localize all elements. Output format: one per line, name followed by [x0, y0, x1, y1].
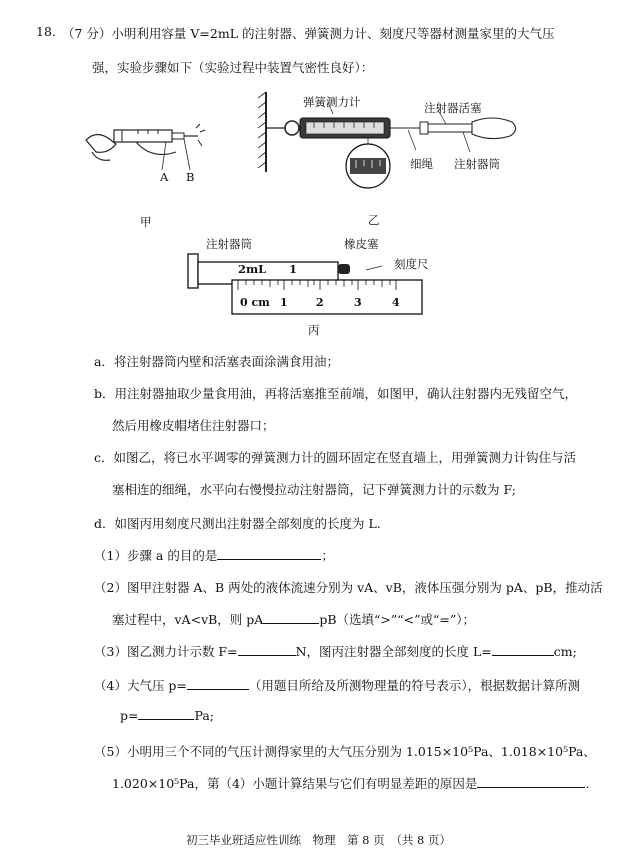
- q1: [94, 546, 334, 564]
- ruler-tick-1: 1: [280, 296, 288, 309]
- q4-line1: [94, 676, 580, 694]
- figure-bing-label-2ml: 2mL: [238, 262, 267, 276]
- q2-line2: [112, 610, 475, 628]
- q3-length-blank[interactable]: [492, 644, 554, 656]
- ruler-tick-3: 3: [354, 296, 362, 309]
- figure-bing: [186, 250, 426, 322]
- q3-text-c: cm;: [553, 644, 577, 659]
- page-footer: 初三毕业班适应性训练 物理 第 8 页 （共 8 页）: [185, 833, 451, 847]
- q2-line1: （2）图甲注射器 A、B 两处的液体流速分别为 vA、vB，液体压强分别为 pA、pB，推动活: [94, 580, 603, 595]
- figure-yi-label-spring-scale: 弹簧测力计: [303, 95, 361, 109]
- q4-value-blank[interactable]: [138, 708, 194, 720]
- q4-text-a: （4）大气压 p=: [94, 678, 187, 693]
- q1-text: （1）步骤 a 的目的是: [94, 548, 218, 563]
- figure-bing-caption: 丙: [308, 323, 320, 337]
- step-a: a．将注射器筒内壁和活塞表面涂满食用油；: [94, 354, 339, 369]
- q3-text-a: （3）图乙测力计示数 F=: [94, 644, 238, 659]
- figure-jia-caption: 甲: [140, 215, 152, 229]
- q4-line2: [120, 708, 214, 723]
- q2-answer-blank[interactable]: [263, 612, 319, 624]
- step-c-line2: 塞相连的细绳，水平向右慢慢拉动注射器筒，记下弹簧测力计的示数为 F;: [112, 482, 516, 497]
- figure-yi-caption: 乙: [368, 213, 380, 227]
- question-number: 18.: [36, 24, 56, 39]
- figure-bing-label-barrel: 注射器筒: [206, 237, 252, 251]
- q3-text-b: N，图丙注射器全部刻度的长度 L=: [295, 644, 492, 659]
- ruler-tick-2: 2: [316, 296, 324, 309]
- ruler-tick-0: 0 cm: [240, 296, 270, 309]
- q5-reason-blank[interactable]: [477, 776, 585, 788]
- figure-jia: [78, 112, 218, 192]
- q4-text-d: Pa;: [194, 708, 214, 723]
- q5-text-b: .: [585, 776, 590, 791]
- q4-text-c: p=: [120, 708, 139, 723]
- q5-line1: （5）小明用三个不同的气压计测得家里的大气压分别为 1.015×10⁵Pa、1.018×10⁵Pa、: [94, 744, 596, 759]
- step-b-line2: 然后用橡皮帽堵住注射器口；: [112, 418, 275, 433]
- q3-force-blank[interactable]: [238, 644, 296, 656]
- intro-line-1: （7 分）小明利用容量 V=2mL 的注射器、弹簧测力计、刻度尺等器材测量家里的大气压: [62, 26, 555, 41]
- q5-text-a: 1.020×10⁵Pa，第（4）小题计算结果与它们有明显差距的原因是: [112, 776, 478, 791]
- intro-line-2: 强，实验步骤如下（实验过程中装置气密性良好）：: [92, 60, 374, 75]
- figure-bing-label-ruler: 刻度尺: [394, 257, 429, 271]
- figure-yi-label-barrel: 注射器筒: [454, 157, 500, 171]
- figure-yi-label-piston: 注射器活塞: [424, 101, 482, 115]
- figure-jia-label-b: B: [186, 170, 195, 184]
- q1-end: ；: [321, 548, 334, 563]
- figure-bing-label-1: 1: [289, 262, 298, 276]
- step-d: d．如图丙用刻度尺测出注射器全部刻度的长度为 L.: [94, 516, 381, 531]
- figure-bing-label-rubber-plug: 橡皮塞: [344, 237, 379, 251]
- q4-expression-blank[interactable]: [187, 678, 249, 690]
- figure-jia-label-a: A: [160, 170, 169, 184]
- q4-text-b: （用题目所给及所测物理量的符号表示），根据数据计算所测: [248, 678, 581, 693]
- q3: [94, 642, 577, 660]
- ruler-tick-4: 4: [392, 296, 400, 309]
- q1-answer-blank[interactable]: [217, 548, 321, 560]
- figure-yi: [258, 88, 528, 198]
- q2-text-a: 塞过程中，vA<vB，则 pA: [112, 612, 264, 627]
- q2-text-b: pB（选填“>”“<”或“=”）；: [319, 612, 476, 627]
- figure-yi-label-string: 细绳: [410, 157, 433, 171]
- step-c-line1: c．如图乙，将已水平调零的弹簧测力计的圆环固定在竖直墙上，用弹簧测力计钩住与活: [94, 450, 577, 465]
- q5-line2: [112, 774, 589, 792]
- step-b-line1: b．用注射器抽取少量食用油，再将活塞推至前端，如图甲，确认注射器内无残留空气，: [94, 386, 578, 401]
